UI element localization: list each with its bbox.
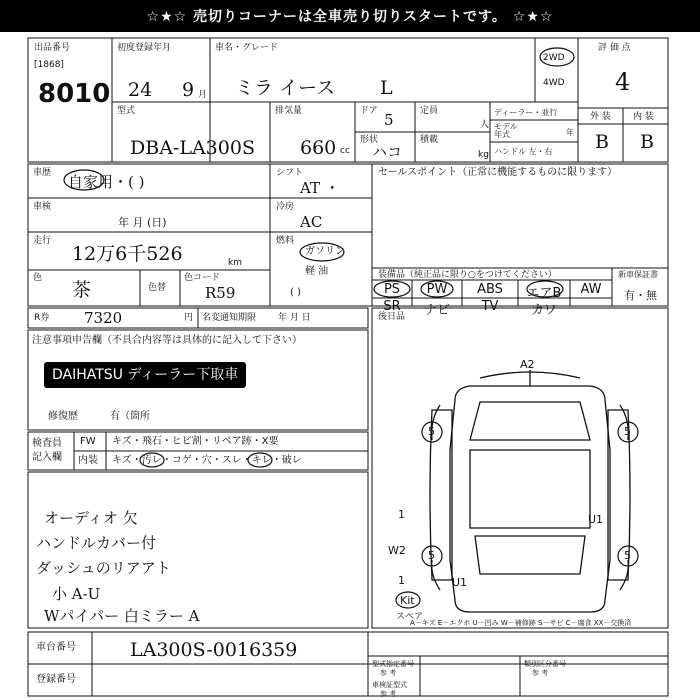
shape: ハコ [372,143,403,161]
door: 5 [384,111,394,129]
mark-rr: 5 [624,549,631,562]
fuel-diesel: 軽 油 [305,266,329,277]
shift-label: シフト [276,168,304,178]
lot-code: [1868] [34,60,64,70]
diagram-top-label: A2 [520,358,535,371]
disp-unit: cc [340,146,350,156]
door-label: ドア [360,106,378,116]
equip-sr: SR [383,299,401,314]
model: DBA-LA300S [130,137,255,159]
reg-label: 初度登録年月 [117,43,172,53]
class-ref: 参 考 [532,669,549,677]
disp-label: 排気量 [275,106,303,116]
inspector-label: 検査員 記入欄 [32,438,62,463]
repair-value: 有（箇所 [110,411,150,422]
cap-unit: 人 [480,120,490,130]
fuel-label: 燃料 [276,236,295,246]
recycle: 7320 [84,309,123,327]
color-code-label: 色コード [184,273,221,283]
mileage: 12万6千526 [72,243,183,265]
reg-month: 9 [182,79,195,101]
shift: AT ・ [300,179,340,197]
equip-navi: ナビ [423,303,450,318]
recycle-label: R券 [34,313,50,323]
lot-label: 出品番号 [34,43,71,53]
reg-year: 24 [128,79,153,101]
score: 4 [615,68,631,96]
fw-label: FW [80,436,96,447]
repair-label: 修復歴 [48,411,78,422]
sales-label: セールスポイント（正常に機能するものに限ります） [378,167,618,178]
load-label: 積載 [420,135,439,145]
score-label: 評 価 点 [598,43,631,53]
model-label: 型式 [117,106,136,116]
notice-label: 名変通知期限 [202,313,257,323]
drive-2wd: 2WD [543,53,565,63]
ac: AC [300,213,323,231]
interior-label: 内装 [78,455,98,466]
color: 茶 [72,279,92,301]
mileage-label: 走行 [33,236,52,246]
name-label: 車名・グレード [215,43,279,53]
int-label: 内 装 [633,112,654,122]
dealer-tag: DAIHATSU ディーラー下取車 [44,362,246,388]
equip-pw: PW [426,282,448,297]
inspection-value: 年 月 (日) [118,216,167,229]
chassis-label: 車台番号 [36,642,76,653]
fw-items: キズ・飛石・ヒビ割・リペア跡・X要 [112,436,279,447]
ac-label: 冷房 [276,202,295,212]
equip-label: 装備品（純正品に限り○をつけてください） [378,270,557,280]
handle-label: ハンドル 左・右 [494,147,553,156]
car-name: ミラ イース [235,77,336,99]
color-code: R59 [205,284,236,302]
fuel-gas: ガソリン [305,246,345,257]
fuel-other: ( ) [290,287,301,298]
color-label: 色 [33,273,43,283]
model-year-label: モデル 年式 [494,122,518,139]
inspection-label: 車検 [33,202,52,212]
spare-label: スペア [396,612,424,622]
int-grade: B [640,131,654,153]
warranty-label: 新車保証書 [618,270,658,279]
history: 自家用・( ) [68,173,145,191]
ext-grade: B [595,131,609,153]
car-model-label: 車検証型式 [372,681,407,689]
left-mark-2: 1 [398,574,405,587]
chassis: LA300S-0016359 [130,639,298,661]
note-2: ハンドルカバー付 [36,534,157,552]
type-label: 型式指定番号 [372,660,414,668]
mileage-unit: km [228,258,242,268]
note-3: ダッシュのリアアト [36,559,171,577]
notes-label: 注意事項申告欄（不具合内容等は具体的に記入して下さい） [32,335,302,346]
legend: A－キズ E－エクボ U－凹み W－補修跡 S－サビ C－腐食 XX－交換済 [410,619,632,627]
drive-4wd: 4WD [543,78,565,88]
warranty-value: 有・無 [624,289,657,302]
load-unit: kg [478,150,489,160]
class-label: 類別区分番号 [524,660,566,668]
equip-aw: AW [580,282,602,297]
shape-label: 形状 [360,135,379,145]
notice-date: 年 月 日 [278,313,311,323]
mark-fl: 5 [428,425,435,438]
recycle-unit: 円 [184,313,194,323]
regno-label: 登録番号 [36,674,76,685]
equip-leather: カワ [530,303,557,318]
right-mark: U1 [588,513,604,526]
left-mark-w2: W2 [388,544,406,557]
disp: 660 [300,137,337,159]
equip-airbag: エアB [526,286,562,301]
mark-fr: 5 [624,425,631,438]
equip-tv: TV [481,299,499,314]
year-unit: 年 [566,128,574,137]
kit-label: Kit [400,594,415,607]
mark-rl: 5 [428,549,435,562]
note-4: 小 A-U [52,585,101,603]
note-5: Wパイパー 白ミラー A [44,607,200,625]
note-1: オーディオ 欠 [44,509,138,527]
left-mark-1: 1 [398,508,405,521]
car-model-ref: 参 考 [380,690,397,698]
interior-items: キズ・汚レ・コゲ・穴・スレ・キレ・破レ [112,455,302,466]
rear-label: 後日品 [378,312,406,322]
color-change-label: 色替 [148,283,167,293]
dealer-label: ディーラー・並行 [494,108,558,117]
type-ref: 参 考 [380,669,397,677]
ext-label: 外 装 [590,112,611,122]
bottom-mark: U1 [452,576,468,589]
banner: ☆★☆ 売切りコーナーは全車売り切りスタートです。 ☆★☆ [0,0,700,32]
equip-abs: ABS [477,282,503,297]
equip-ps: PS [383,282,401,297]
history-label: 車歴 [33,168,52,178]
cap-label: 定員 [420,106,439,116]
lot-number: 8010 [38,79,111,109]
reg-month-unit: 月 [198,90,208,100]
car-grade: L [380,77,393,99]
